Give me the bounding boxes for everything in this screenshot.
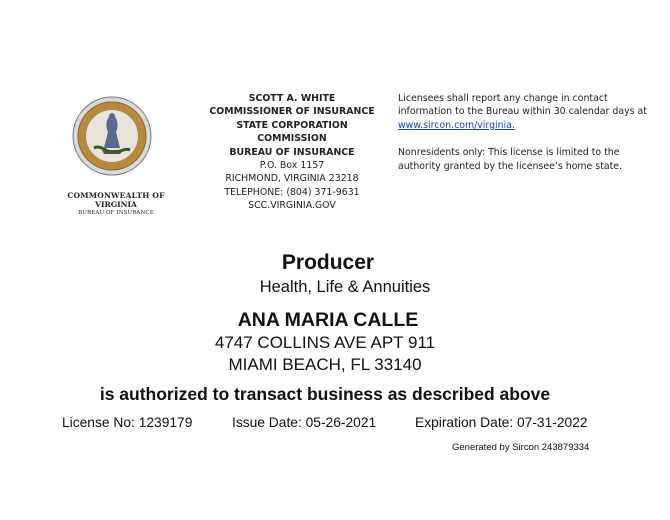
commissioner-name: SCOTT A. WHITE: [248, 93, 336, 104]
seal-caption: [60, 191, 172, 217]
sircon-link[interactable]: www.sircon.com/virginia.: [398, 119, 515, 131]
commission-org-line2: COMMISSION: [257, 133, 327, 145]
issue-date: Issue Date: 05-26-2021: [232, 415, 377, 430]
seal-caption-line1: COMMONWEALTH OF: [67, 191, 165, 200]
license-number: License No: 1239179: [62, 415, 193, 430]
commissioner-title: COMMISSIONER OF INSURANCE: [209, 106, 375, 118]
notes-block: [398, 92, 658, 173]
telephone: TELEPHONE: (804) 371-9631: [224, 186, 360, 198]
report-notice: [398, 92, 658, 132]
seal-caption-line3: BUREAU OF INSURANCE: [78, 210, 154, 216]
licensee-name: ANA MARIA CALLE: [237, 309, 419, 331]
generated-by: Generated by Sircon 243879334: [452, 442, 590, 453]
address-line2: MIAMI BEACH, FL 33140: [228, 355, 422, 374]
commission-org-line1: STATE CORPORATION: [236, 119, 348, 131]
website: SCC.VIRGINIA.GOV: [248, 200, 336, 212]
expiration-date: Expiration Date: 07-31-2022: [415, 415, 588, 430]
nonresident-notice: Nonresidents only: This license is limited to the authority granted by the licensee’s home state.: [398, 147, 623, 172]
report-notice-text: Licensees shall report any change in contact information to the Bureau within 30 calendar days at: [398, 93, 647, 118]
lines-of-authority: Health, Life & Annuities: [259, 278, 431, 296]
city-line: RICHMOND, VIRGINIA 23218: [225, 173, 359, 185]
address-line1: 4747 COLLINS AVE APT 911: [214, 333, 436, 352]
seal-caption-line2: VIRGINIA: [95, 200, 137, 209]
license-type: Producer: [281, 251, 375, 274]
virginia-seal: [72, 96, 152, 176]
commissioner-block: [207, 92, 377, 213]
bureau-name: BUREAU OF INSURANCE: [229, 146, 355, 158]
po-box: P.O. Box 1157: [259, 160, 325, 172]
authorization-statement: is authorized to transact business as described above: [99, 384, 551, 404]
